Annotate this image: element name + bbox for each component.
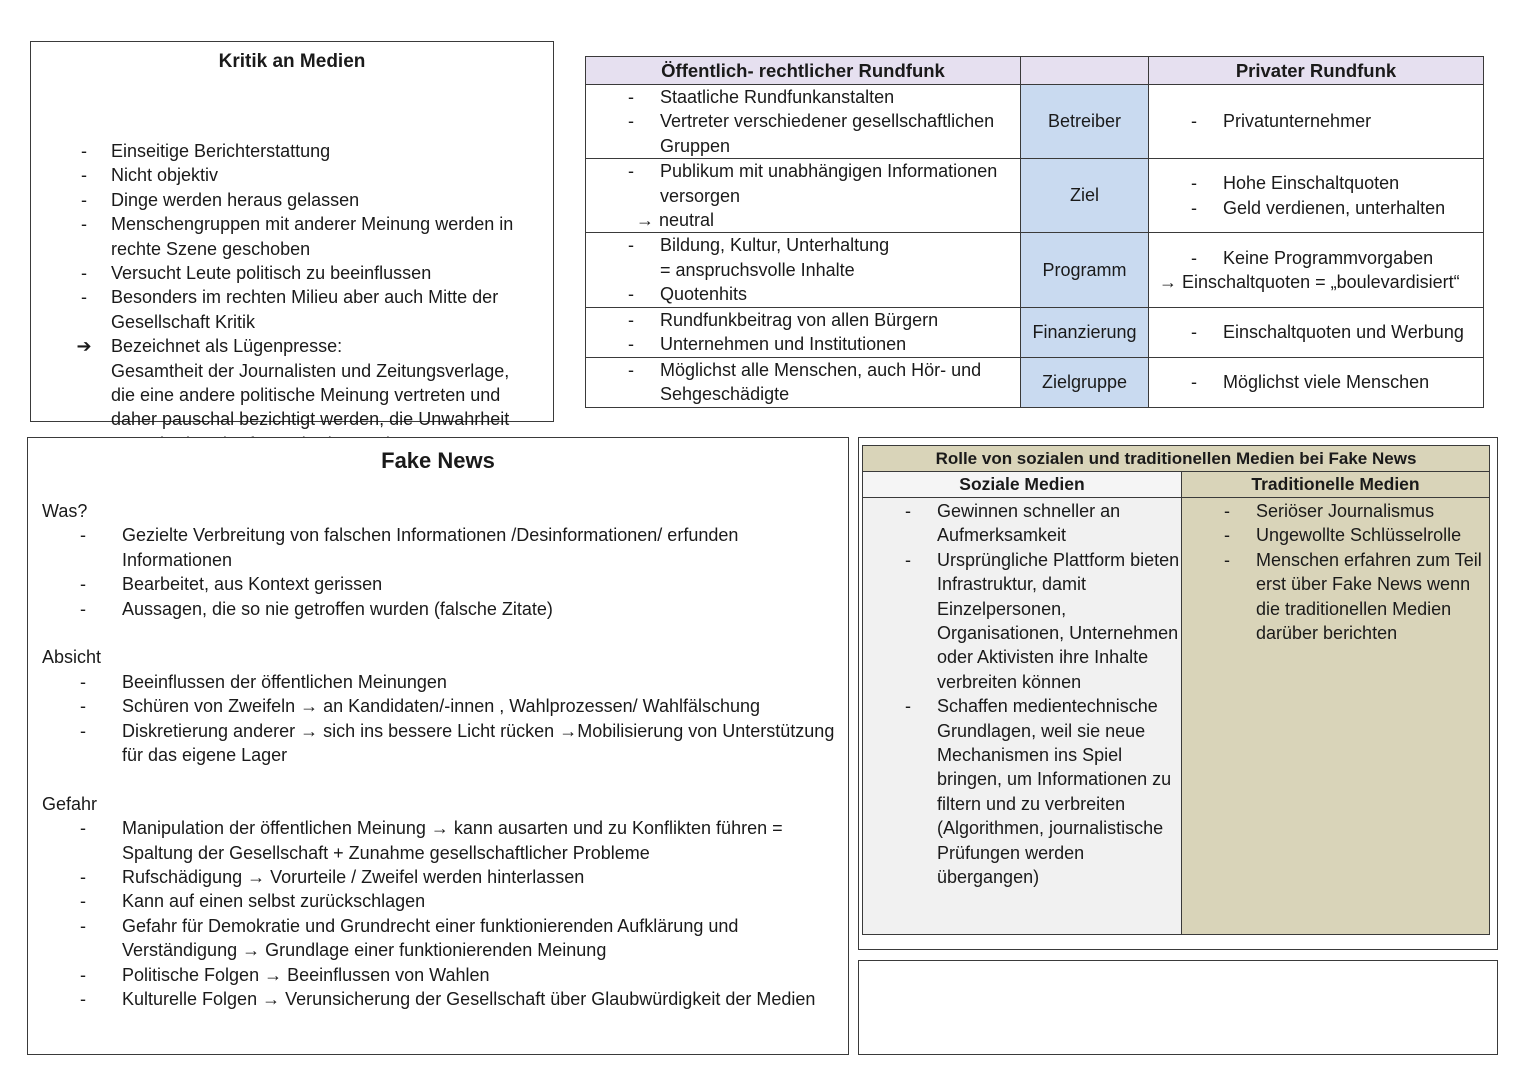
fake-news-title: Fake News bbox=[381, 448, 495, 473]
list-item: - Publikum mit unabhängigen Informationen versorgen bbox=[628, 161, 998, 206]
list-item: - Menschengruppen mit anderer Meinung werden in rechte Szene geschoben bbox=[81, 214, 514, 259]
table-row bbox=[586, 85, 1484, 159]
list-item: - Geld verdienen, unterhalten bbox=[1191, 197, 1446, 218]
kritik-an-medien-box bbox=[30, 41, 554, 430]
public-cell bbox=[586, 357, 1021, 407]
list-item: - Einschaltquoten und Werbung bbox=[1191, 321, 1464, 342]
row-label: Ziel bbox=[1021, 159, 1149, 233]
list-item: - Seriöser Journalismus bbox=[1224, 501, 1435, 521]
empty-box bbox=[858, 960, 1498, 1055]
private-cell bbox=[1149, 233, 1484, 307]
list-item: - Kulturelle Folgen → Verunsicherung der Gesellschaft über Glaubwürdigkeit der Medien bbox=[80, 989, 816, 1010]
list-item: - Schüren von Zweifeln → an Kandidaten/-innen , Wahlprozessen/ Wahlfälschung bbox=[80, 696, 761, 717]
fake-news-content bbox=[42, 499, 842, 1012]
list-item: - Möglichst alle Menschen, auch Hör- und Sehgeschädigte bbox=[628, 359, 982, 405]
public-cell bbox=[586, 307, 1021, 357]
list-item: - Politische Folgen → Beeinflussen von Wahlen bbox=[80, 964, 490, 985]
list-item: - Unternehmen und Institutionen bbox=[628, 334, 907, 355]
rundfunk-table bbox=[585, 56, 1484, 408]
list-item: - Privatunternehmer bbox=[1191, 111, 1372, 132]
list-item: - Rufschädigung → Vorurteile / Zweifel werden hinterlassen bbox=[80, 867, 585, 888]
header-privat: Privater Rundfunk bbox=[1149, 57, 1484, 85]
traditionelle-medien-cell bbox=[1182, 498, 1490, 935]
list-item: - Quotenhits bbox=[628, 284, 748, 305]
table-row bbox=[586, 357, 1484, 407]
row-label: Betreiber bbox=[1021, 85, 1149, 159]
header-oeffentlich: Öffentlich- rechtlicher Rundfunk bbox=[586, 57, 1021, 85]
kritik-title: Kritik an Medien bbox=[218, 51, 366, 72]
private-note: → Einschaltquoten = „boulevardisiert“ bbox=[1159, 272, 1460, 293]
rolle-table bbox=[862, 445, 1490, 935]
section-title: Gefahr bbox=[42, 793, 98, 814]
table-row bbox=[586, 233, 1484, 307]
list-item: - Nicht objektiv bbox=[81, 165, 219, 186]
row-label: Programm bbox=[1021, 233, 1149, 307]
list-item: - Keine Programmvorgaben bbox=[1191, 247, 1434, 268]
list-item: - Schaffen medientechnische Grundlagen, weil sie neue Mechanismen ins Spiel bringen, um Informationen zu filtern und zu verbreiten (Algorithmen, journalistische Prüfungen werden übergangen) bbox=[905, 696, 1172, 888]
public-cell bbox=[586, 85, 1021, 159]
table-row bbox=[586, 159, 1484, 233]
list-item: - Aussagen, die so nie getroffen wurden (falsche Zitate) bbox=[80, 598, 553, 619]
public-cell bbox=[586, 233, 1021, 307]
public-note: → neutral bbox=[636, 210, 715, 231]
arrow-right-icon: ➔ bbox=[76, 336, 92, 357]
list-item: - Ursprüngliche Plattform bieten Infrastruktur, damit Einzelpersonen, Organisationen, Unternehmen oder Aktivisten ihre Inhalte verbreiten können bbox=[905, 549, 1180, 692]
private-cell bbox=[1149, 307, 1484, 357]
kritik-list bbox=[75, 139, 515, 456]
private-cell bbox=[1149, 357, 1484, 407]
list-item: - Einseitige Berichterstattung bbox=[81, 141, 331, 161]
section-title: Absicht bbox=[42, 647, 102, 668]
list-item: - Diskretierung anderer → sich ins bessere Licht rücken →Mobilisierung von Unterstützung für das eigene Lager bbox=[80, 720, 835, 766]
public-cell bbox=[586, 159, 1021, 233]
private-cell bbox=[1149, 159, 1484, 233]
list-item: - Möglichst viele Menschen bbox=[1191, 371, 1430, 392]
header-soziale-medien: Soziale Medien bbox=[863, 472, 1182, 498]
list-item: - Bearbeitet, aus Kontext gerissen bbox=[80, 574, 383, 595]
list-item: - Manipulation der öffentlichen Meinung → kann ausarten und zu Konflikten führen = Spaltung der Gesellschaft + Zunahme gesellschaftlicher Probleme bbox=[80, 818, 783, 863]
list-item: - Besonders im rechten Milieu aber auch Mitte der Gesellschaft Kritik bbox=[81, 287, 499, 332]
section-list bbox=[74, 523, 842, 621]
list-item: - Dinge werden heraus gelassen bbox=[81, 189, 360, 210]
list-item: - Gewinnen schneller an Aufmerksamkeit bbox=[905, 501, 1121, 546]
table-row bbox=[863, 498, 1490, 935]
section-title: Was? bbox=[42, 501, 88, 521]
list-item: - Bildung, Kultur, Unterhaltung = anspruchsvolle Inhalte bbox=[628, 235, 890, 280]
row-label: Zielgruppe bbox=[1021, 357, 1149, 407]
section-list bbox=[74, 816, 842, 1011]
header-empty bbox=[1021, 57, 1149, 85]
section-list bbox=[74, 670, 842, 768]
rolle-title: Rolle von sozialen und traditionellen Medien bei Fake News bbox=[863, 446, 1490, 472]
list-item: - Kann auf einen selbst zurückschlagen bbox=[80, 891, 426, 912]
list-item: - Hohe Einschaltquoten bbox=[1191, 173, 1400, 194]
list-item: - Beeinflussen der öffentlichen Meinungen bbox=[80, 671, 447, 692]
soziale-medien-cell bbox=[863, 498, 1182, 935]
table-header-row bbox=[863, 472, 1490, 498]
list-item: - Menschen erfahren zum Teil erst über Fake News wenn die traditionellen Medien darüber berichten bbox=[1224, 549, 1482, 644]
fake-news-box bbox=[27, 437, 849, 1055]
list-item: - Vertreter verschiedener gesellschaftlichen Gruppen bbox=[628, 111, 995, 156]
table-header-row bbox=[863, 446, 1490, 472]
header-traditionelle-medien: Traditionelle Medien bbox=[1182, 472, 1490, 498]
row-label: Finanzierung bbox=[1021, 307, 1149, 357]
list-item-arrow: ➔ Bezeichnet als Lügenpresse: Gesamtheit der Journalisten und Zeitungsverlage, die eine andere politische Meinung vertreten und daher pauschal bezichtigt werden, die Unwahrheit bbox=[76, 336, 510, 430]
list-item: - Versucht Leute politisch zu beeinflussen bbox=[81, 263, 432, 284]
private-cell bbox=[1149, 85, 1484, 159]
list-item: - Gefahr für Demokratie und Grundrecht einer funktionierenden Aufklärung und Verständigung → Grundlage einer funktionierenden Meinung bbox=[80, 915, 739, 961]
list-item: - Ungewollte Schlüsselrolle bbox=[1224, 525, 1462, 546]
table-row bbox=[586, 307, 1484, 357]
table-header-row bbox=[586, 57, 1484, 85]
list-item: - Rundfunkbeitrag von allen Bürgern bbox=[628, 309, 939, 330]
list-item: - Gezielte Verbreitung von falschen Informationen /Desinformationen/ erfunden Informationen bbox=[80, 525, 739, 570]
list-item: - Staatliche Rundfunkanstalten bbox=[628, 87, 895, 107]
